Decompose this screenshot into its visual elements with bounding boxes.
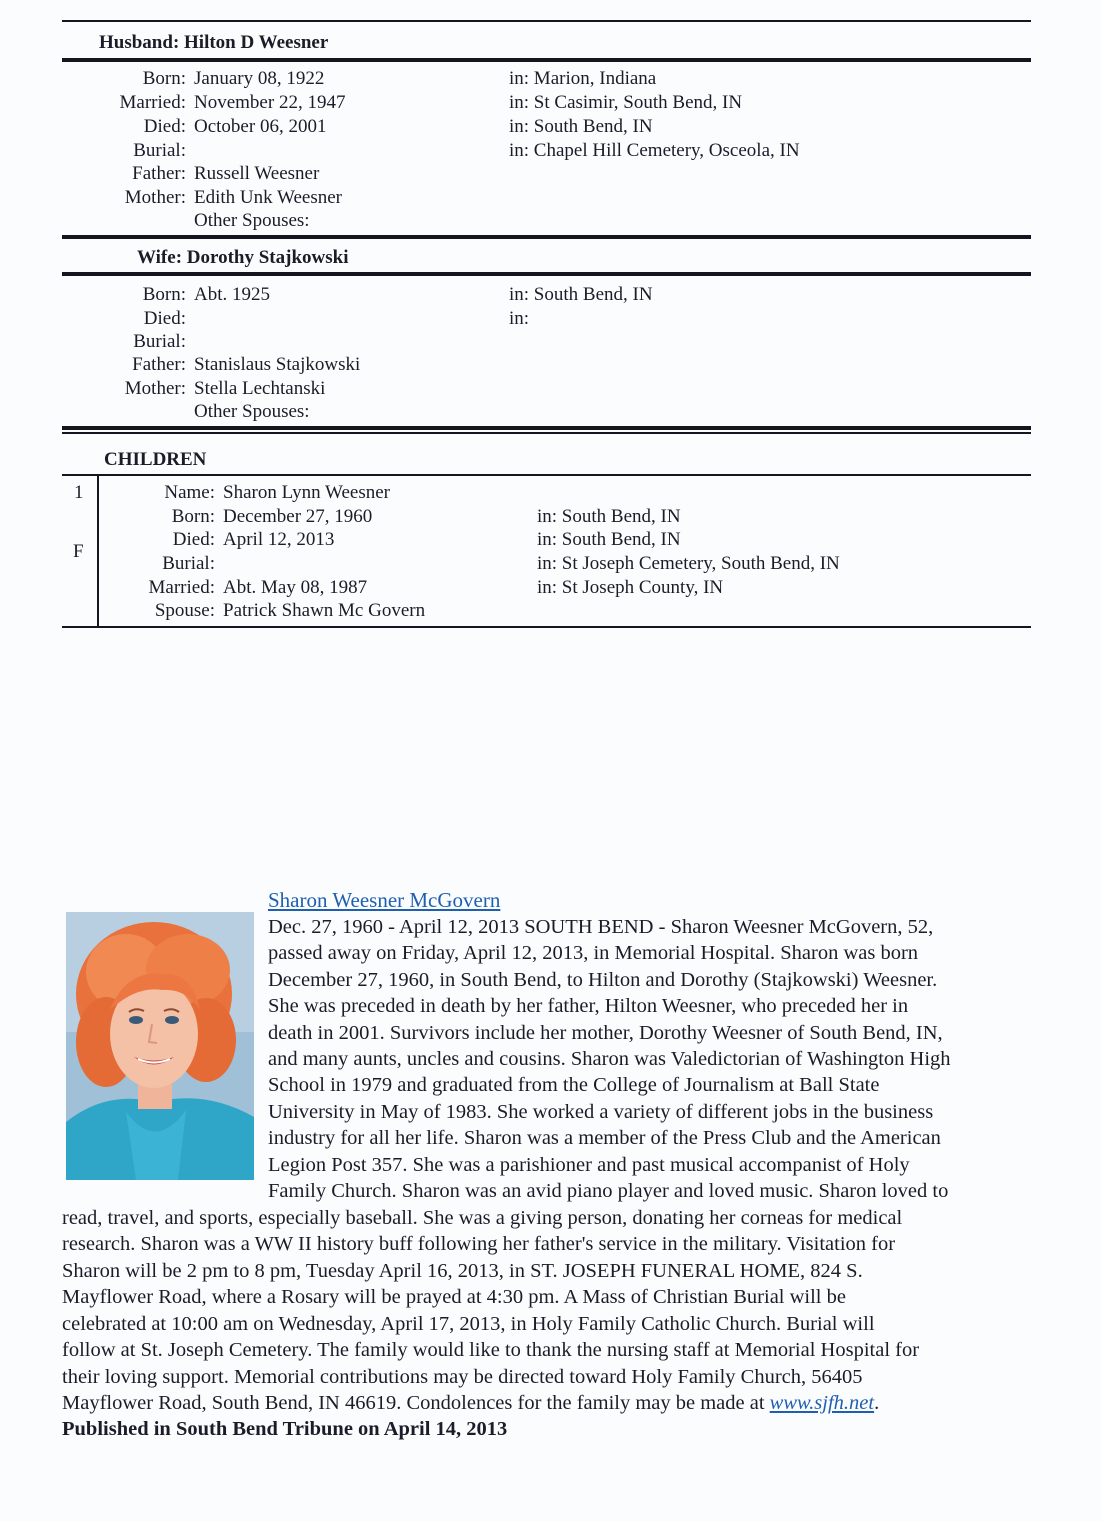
child-name-value: Sharon Lynn Weesner	[223, 482, 390, 503]
wife-mother-value: Stella Lechtanski	[194, 378, 326, 399]
child-born-label: Born:	[171, 506, 215, 527]
obituary-line: School in 1979 and graduated from the College of Journalism at Ball State	[268, 1074, 880, 1096]
wife-father-value: Stanislaus Stajkowski	[194, 354, 361, 375]
husband-married-place: in: St Casimir, South Bend, IN	[509, 92, 743, 113]
husband-heading: Husband: Hilton D Weesner	[99, 32, 329, 53]
child-died-value: April 12, 2013	[223, 529, 335, 550]
children-top-rule-2	[62, 432, 1031, 434]
wife-heading: Wife: Dorothy Stajkowski	[137, 247, 349, 268]
wife-father-label: Father:	[132, 354, 186, 375]
child-burial-label: Burial:	[162, 553, 215, 574]
wife-born-place: in: South Bend, IN	[509, 284, 653, 305]
obituary-title-link[interactable]: Sharon Weesner McGovern	[268, 888, 501, 912]
husband-other-spouses: Other Spouses:	[194, 210, 310, 231]
children-heading: CHILDREN	[104, 449, 207, 470]
child-born-value: December 27, 1960	[223, 506, 373, 527]
wife-born-value: Abt. 1925	[194, 284, 270, 305]
obituary-line: Legion Post 357. She was a parishioner and past musical accompanist of Holy	[268, 1154, 910, 1176]
child-married-value: Abt. May 08, 1987	[223, 577, 368, 598]
wife-died-place: in:	[509, 308, 530, 329]
children-rule	[62, 474, 1031, 476]
obituary-line: Family Church. Sharon was an avid piano player and loved music. Sharon loved to	[268, 1180, 949, 1202]
obituary-line: and many aunts, uncles and cousins. Sharon was Valedictorian of Washington High	[268, 1048, 951, 1070]
obituary-line: celebrated at 10:00 am on Wednesday, April 17, 2013, in Holy Family Catholic Church. Burial will	[62, 1313, 875, 1335]
funeral-home-link[interactable]: www.sjfh.net	[769, 1392, 875, 1414]
published-credit: Published in South Bend Tribune on April 14, 2013	[62, 1418, 508, 1440]
child-died-label: Died:	[172, 529, 215, 550]
obituary-last-line	[62, 1390, 879, 1416]
child-died-place: in: South Bend, IN	[537, 529, 681, 550]
husband-rule	[62, 58, 1031, 62]
husband-married-value: November 22, 1947	[194, 92, 346, 113]
husband-mother-value: Edith Unk Weesner	[194, 187, 342, 208]
child-married-place: in: St Joseph County, IN	[537, 577, 724, 598]
husband-born-label: Born:	[142, 68, 186, 89]
portrait-image	[66, 912, 254, 1180]
husband-father-label: Father:	[132, 163, 186, 184]
child-born-place: in: South Bend, IN	[537, 506, 681, 527]
obituary-line: death in 2001. Survivors include her mother, Dorothy Weesner of South Bend, IN,	[268, 1022, 943, 1044]
husband-died-label: Died:	[143, 116, 186, 137]
husband-died-place: in: South Bend, IN	[509, 116, 653, 137]
child-name-label: Name:	[164, 482, 215, 503]
child-column-divider	[97, 476, 99, 626]
wife-mother-label: Mother:	[124, 378, 186, 399]
wife-rule	[62, 272, 1031, 276]
obituary-line: read, travel, and sports, especially baseball. She was a giving person, donating her corneas for medical	[62, 1207, 903, 1229]
husband-married-label: Married:	[119, 92, 186, 113]
child-spouse-label: Spouse:	[154, 600, 215, 621]
top-rule	[62, 20, 1031, 22]
child-sex: F	[73, 541, 84, 562]
portrait-photo	[66, 912, 254, 1180]
wife-died-label: Died:	[143, 308, 186, 329]
husband-died-value: October 06, 2001	[194, 116, 327, 137]
wife-other-spouses: Other Spouses:	[194, 401, 310, 422]
obituary-line: Dec. 27, 1960 - April 12, 2013 SOUTH BEND - Sharon Weesner McGovern, 52,	[268, 916, 934, 938]
obituary-line: industry for all her life. Sharon was a member of the Press Club and the American	[268, 1127, 941, 1149]
obituary-line: research. Sharon was a WW II history buff following her father's service in the military. Visitation for	[62, 1233, 896, 1255]
child-burial-place: in: St Joseph Cemetery, South Bend, IN	[537, 553, 840, 574]
husband-born-place: in: Marion, Indiana	[509, 68, 657, 89]
wife-burial-label: Burial:	[133, 331, 186, 352]
husband-father-value: Russell Weesner	[194, 163, 320, 184]
husband-burial-label: Burial:	[133, 140, 186, 161]
child-spouse-value: Patrick Shawn Mc Govern	[223, 600, 426, 621]
husband-born-value: January 08, 1922	[194, 68, 325, 89]
husband-mother-label: Mother:	[124, 187, 186, 208]
obituary-last-line-text: Mayflower Road, South Bend, IN 46619. Condolences for the family may be made at	[62, 1392, 770, 1414]
obituary-line: University in May of 1983. She worked a variety of different jobs in the business	[268, 1101, 934, 1123]
wife-top-rule	[62, 235, 1031, 239]
child-married-label: Married:	[148, 577, 215, 598]
children-bottom-rule	[62, 626, 1031, 628]
wife-born-label: Born:	[142, 284, 186, 305]
obituary-last-line-period: .	[874, 1392, 880, 1414]
obituary-line: their loving support. Memorial contributions may be directed toward Holy Family Church, 56405	[62, 1366, 863, 1388]
children-top-rule	[62, 426, 1031, 430]
obituary-line: passed away on Friday, April 12, 2013, in Memorial Hospital. Sharon was born	[268, 942, 919, 964]
husband-burial-place: in: Chapel Hill Cemetery, Osceola, IN	[509, 140, 800, 161]
obituary-line: December 27, 1960, in South Bend, to Hilton and Dorothy (Stajkowski) Weesner.	[268, 969, 938, 991]
obituary-line: Mayflower Road, where a Rosary will be prayed at 4:30 pm. A Mass of Christian Burial will be	[62, 1286, 846, 1308]
obituary-line: She was preceded in death by her father, Hilton Weesner, who preceded her in	[268, 995, 909, 1017]
obituary-line: Sharon will be 2 pm to 8 pm, Tuesday April 16, 2013, in ST. JOSEPH FUNERAL HOME, 824 S.	[62, 1260, 863, 1282]
child-number: 1	[74, 482, 84, 503]
obituary-line: follow at St. Joseph Cemetery. The family would like to thank the nursing staff at Memorial Hospital for	[62, 1339, 920, 1361]
